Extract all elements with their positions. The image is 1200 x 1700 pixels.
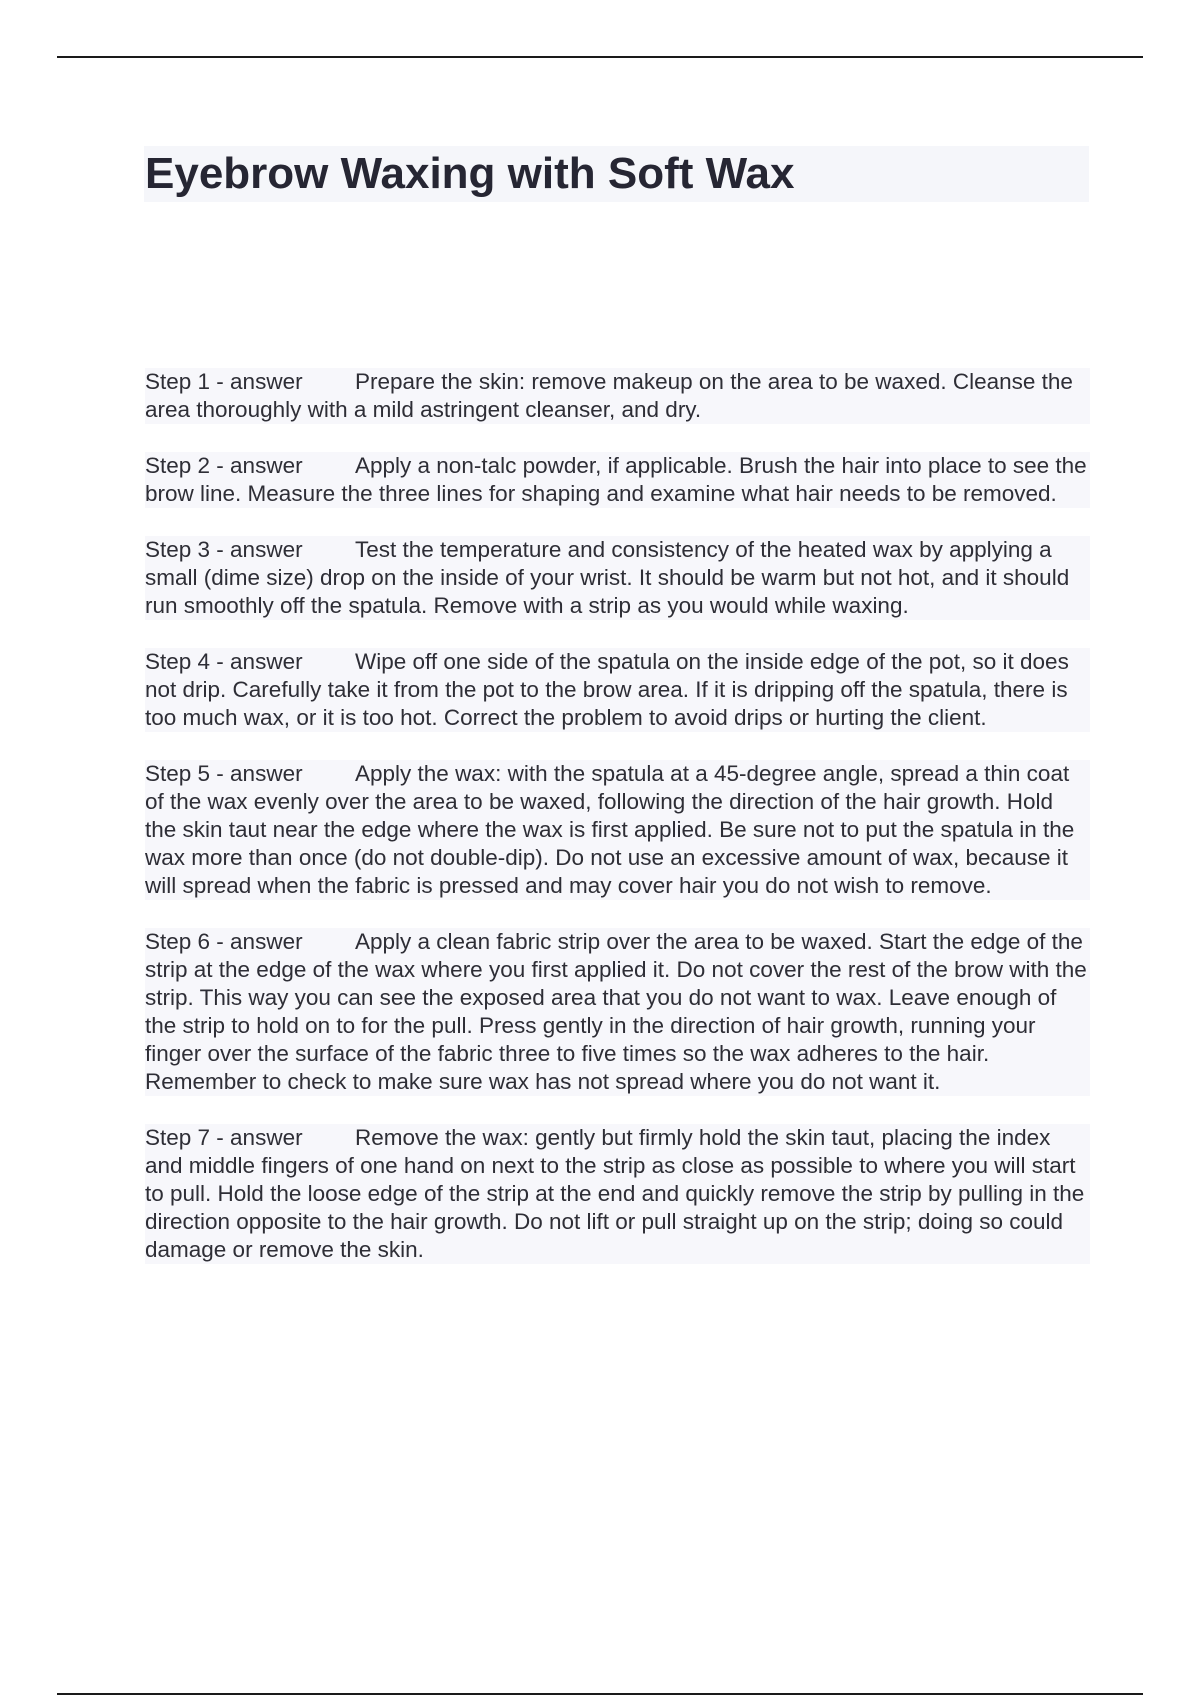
document-title: Eyebrow Waxing with Soft Wax: [145, 149, 795, 198]
step-text: Prepare the skin: remove makeup on the area to be waxed. Cleanse the area thoroughly with a mild astringent cleanser, and dry.: [145, 369, 1073, 422]
step-label: Step 1 - answer: [145, 369, 303, 394]
step-label: Step 3 - answer: [145, 537, 303, 562]
step-7: [145, 1124, 1090, 1264]
step-label: Step 4 - answer: [145, 649, 303, 674]
step-3: [145, 536, 1090, 620]
step-text: Remove the wax: gently but firmly hold the skin taut, placing the index and middle fingers of one hand on next to the strip as close as possible to where you will start to pull. Hold the loose edge of the strip at the end and quickly remove the strip by pulling in the direction opposite to the hair growth. Do not lift or pull straight up on the strip; doing so could damage or remove the skin.: [145, 1125, 1085, 1262]
bottom-rule: [57, 1693, 1143, 1695]
step-label: Step 5 - answer: [145, 761, 303, 786]
step-2: [145, 452, 1090, 508]
step-text: Wipe off one side of the spatula on the inside edge of the pot, so it does not drip. Carefully take it from the pot to the brow area. If it is dripping off the spatula, there is too much wax, or it is too hot. Correct the problem to avoid drips or hurting the client.: [145, 649, 1069, 730]
step-label: Step 7 - answer: [145, 1125, 303, 1150]
step-label: Step 6 - answer: [145, 929, 303, 954]
top-rule: [57, 56, 1143, 58]
step-1: [145, 368, 1090, 424]
step-list: [145, 368, 1090, 1292]
step-text: Apply a non-talc powder, if applicable. Brush the hair into place to see the brow line. Measure the three lines for shaping and examine what hair needs to be removed.: [145, 453, 1087, 506]
step-5: [145, 760, 1090, 900]
step-text: Apply the wax: with the spatula at a 45-degree angle, spread a thin coat of the wax evenly over the area to be waxed, following the direction of the hair growth. Hold the skin taut near the edge where the wax is first applied. Be sure not to put the spatula in the wax more than once (do not double-dip). Do not use an excessive amount of wax, because it will spread when the fabric is pressed and may cover hair you do not wish to remove.: [145, 761, 1075, 898]
step-label: Step 2 - answer: [145, 453, 303, 478]
step-text: Test the temperature and consistency of the heated wax by applying a small (dime size) drop on the inside of your wrist. It should be warm but not hot, and it should run smoothly off the spatula. Remove with a strip as you would while waxing.: [145, 537, 1070, 618]
step-6: [145, 928, 1090, 1096]
step-4: [145, 648, 1090, 732]
step-text: Apply a clean fabric strip over the area to be waxed. Start the edge of the strip at the edge of the wax where you first applied it. Do not cover the rest of the brow with the strip. This way you can see the exposed area that you do not want to wax. Leave enough of the strip to hold on to for the pull. Press gently in the direction of hair growth, running your finger over the surface of the fabric three to five times so the wax adheres to the hair. Remember to check to make sure wax has not spread where you do not want it.: [145, 929, 1087, 1094]
